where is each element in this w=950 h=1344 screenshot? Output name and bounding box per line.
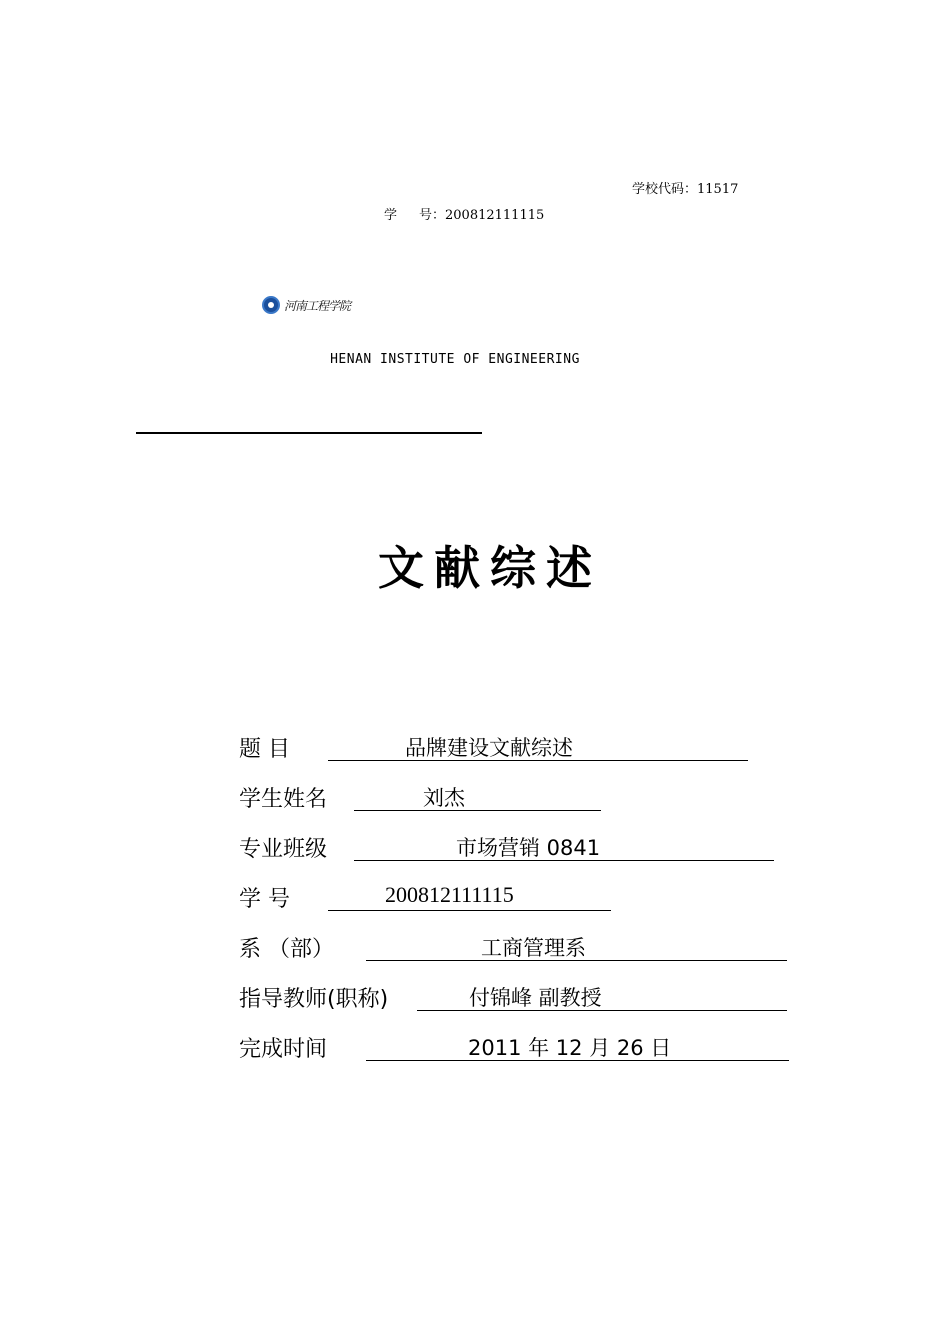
field-label: 系 （部） [239, 937, 334, 962]
field-value: 市场营销 0841 [456, 836, 601, 860]
school-code: 学校代码：11517 [632, 182, 739, 197]
student-id-value: 号：200812111115 [419, 208, 545, 223]
field-label: 题 目 [239, 737, 290, 762]
student-id-label-char: 学 [384, 208, 398, 223]
field-value: 品牌建设文献综述 [405, 736, 573, 760]
field-value: 刘杰 [423, 786, 465, 810]
school-seal-icon [262, 296, 280, 314]
field-label: 完成时间 [239, 1037, 328, 1062]
field-value: 2011 年 12 月 26 日 [468, 1036, 672, 1060]
field-label: 专业班级 [239, 837, 328, 862]
header-divider [136, 432, 482, 434]
student-id-header [384, 204, 544, 223]
field-underline [354, 782, 601, 811]
document-title: 文献综述 [378, 541, 602, 595]
field-value: 付锦峰 副教授 [469, 986, 602, 1010]
field-label: 指导教师(职称) [239, 987, 389, 1012]
field-value: 200812111115 [385, 882, 514, 907]
school-english-name: HENAN INSTITUTE OF ENGINEERING [330, 352, 580, 367]
school-name-calligraphy: 河南工程学院 [284, 298, 351, 313]
field-label: 学生姓名 [239, 787, 328, 812]
field-value: 工商管理系 [481, 936, 586, 960]
school-logo [262, 296, 350, 314]
field-label: 学 号 [239, 887, 290, 912]
